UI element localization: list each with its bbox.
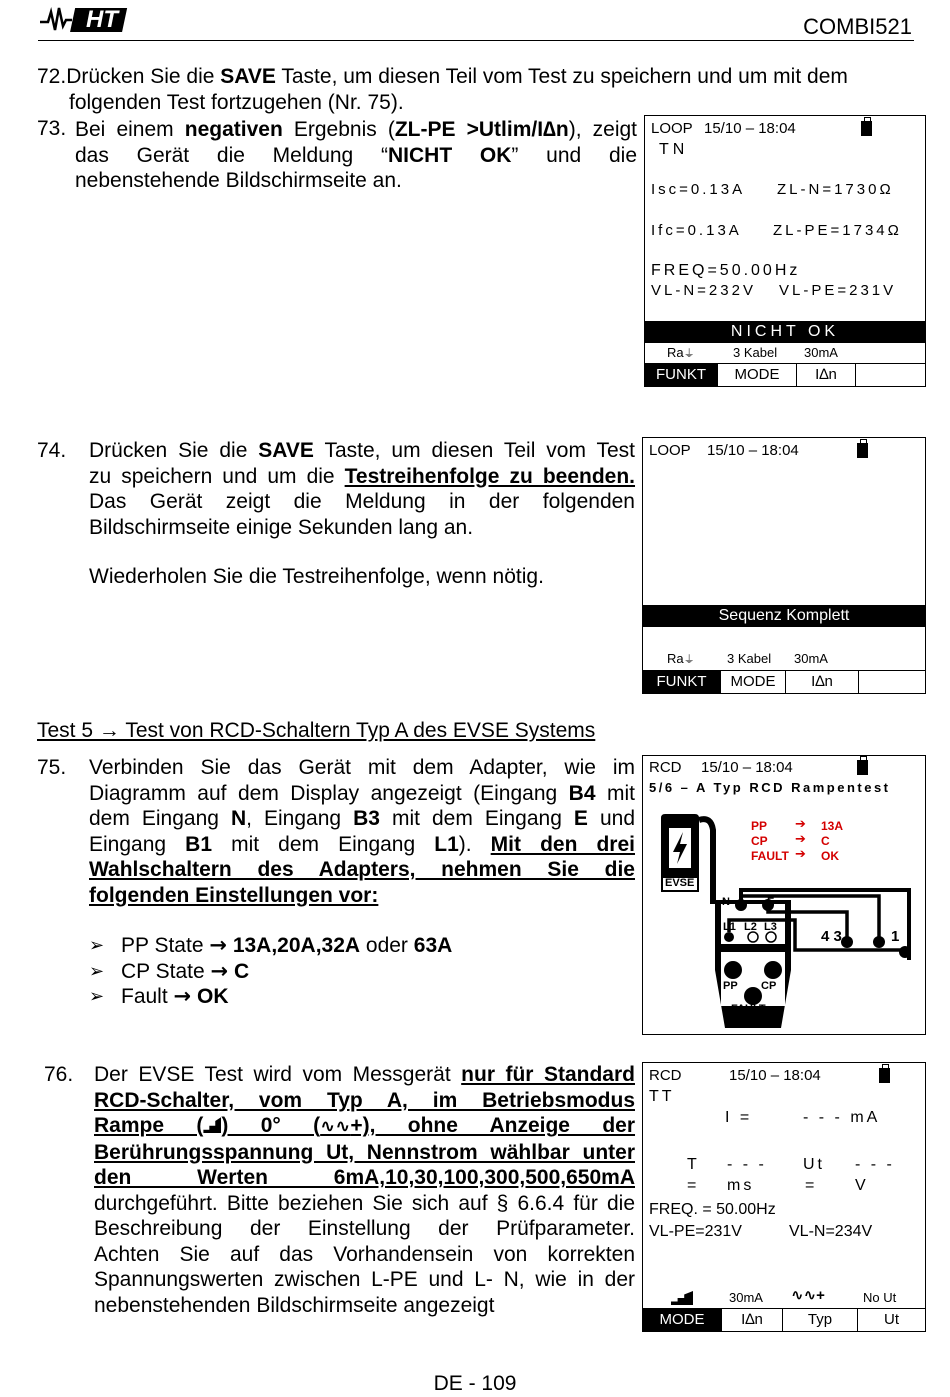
- param-current: 30mA: [804, 345, 838, 360]
- param-ra-label: Ra: [667, 345, 684, 360]
- step-text: , Eingang: [246, 807, 354, 830]
- logo-text: HT: [86, 6, 118, 33]
- param-ra-label: Ra: [667, 651, 684, 666]
- step-73: [75, 117, 637, 194]
- switch-pp-label: PP: [723, 980, 738, 992]
- current-label: I =: [725, 1109, 753, 1126]
- half-wave-icon: ∿∿: [320, 1116, 351, 1137]
- step-bold-underlined: folgenden Einstellungen vor:: [89, 883, 379, 907]
- step-text: mit: [595, 781, 635, 805]
- key-blank[interactable]: [859, 671, 925, 693]
- key-idn[interactable]: I∆n: [797, 364, 856, 386]
- step-text: Verbinden Sie das Gerät mit dem Adapter, wie im: [89, 756, 635, 779]
- step-text: dem Eingang: [89, 807, 231, 830]
- step-bold: E: [573, 807, 588, 830]
- arrow-right-icon: →: [210, 958, 229, 983]
- switch-fault-label: FAULT: [731, 1003, 766, 1015]
- freq-value: FREQ. = 50.00Hz: [649, 1201, 776, 1218]
- step-text: durchgeführt. Bitte beziehen Sie sich auf § 6.6.4 für die: [94, 1191, 635, 1215]
- system-label: TT: [649, 1088, 675, 1105]
- touch-voltage-label: Ut: [803, 1156, 825, 1173]
- zlpe-value: ZL-PE=1734Ω: [773, 222, 902, 239]
- socket-l1-label: L1: [723, 921, 736, 933]
- step-74: [89, 438, 635, 590]
- step-bold-underlined: den Werten 6mA,10,30,100,300,500,650mA: [94, 1166, 635, 1189]
- key-idn[interactable]: I∆n: [786, 671, 859, 693]
- key-type[interactable]: Typ: [783, 1309, 858, 1331]
- ramp-icon: [203, 1117, 221, 1133]
- step-bold-underlined: Testreihenfolge zu beenden.: [344, 464, 636, 488]
- status-text: Sequenz Komplett: [718, 607, 850, 624]
- step-bold: ZL-PE >Utlim/I∆n: [394, 118, 569, 141]
- step-73-number: 73.: [37, 117, 67, 140]
- terminal-1-label: 1: [891, 928, 900, 945]
- fault-arrow-icon: ➔: [795, 847, 806, 862]
- page-number: DE - 109: [433, 1372, 517, 1395]
- step-bold-underlined: Berührungsspannung Ut, Nennstrom wählbar unter: [94, 1140, 635, 1164]
- trip-time-eq: =: [687, 1177, 697, 1194]
- header-rule: [38, 40, 914, 41]
- step-72: [37, 64, 917, 115]
- step-text: Taste, um diesen Teil vom Test zu speichern und um mit dem: [275, 65, 848, 88]
- step-bold: B4: [568, 781, 596, 805]
- screen-title: LOOP: [649, 442, 691, 459]
- screen-datetime: 15/10 – 18:04: [701, 759, 793, 776]
- terminal-b3: [841, 936, 853, 948]
- step-76-number: 76.: [44, 1063, 74, 1086]
- instrument-screen-rcd-ramp: [642, 1062, 926, 1332]
- setting-fault: [89, 984, 635, 1010]
- step-bold: B3: [353, 807, 380, 830]
- key-ut[interactable]: Ut: [884, 1311, 899, 1328]
- step-bold: negativen: [184, 118, 283, 141]
- screen-subtitle: 5/6 – A Typ RCD Rampentest: [649, 780, 891, 795]
- step-bold: NICHT OK: [388, 143, 512, 167]
- step-text: Bei einem: [75, 118, 185, 141]
- step-bold: L1: [434, 832, 459, 856]
- step-bold-underlined: nur für Standard: [461, 1063, 635, 1086]
- step-text: Bildschirmseite einige Sekunden lang an.: [89, 515, 474, 539]
- step-text: das Gerät die Meldung “: [75, 143, 388, 167]
- setting-value: 13A,20A,32A: [232, 934, 361, 957]
- param-current: 30mA: [729, 1290, 763, 1305]
- terminal-b1: [899, 946, 911, 958]
- step-text: ” und die: [511, 143, 637, 167]
- step-bold: SAVE: [220, 65, 276, 88]
- vln-value: VL-N=232V: [651, 282, 756, 299]
- step-text: mit dem Eingang: [379, 807, 574, 830]
- step-text: Ergebnis (: [282, 118, 395, 141]
- step-text: nebenstehende Bildschirmseite an.: [75, 169, 402, 192]
- step-bold: N: [230, 807, 247, 830]
- instrument-screen-sequence-complete: [642, 437, 926, 694]
- socket-l3: [766, 932, 776, 942]
- pp-arrow-icon: ➔: [795, 817, 806, 832]
- step-bold: SAVE: [258, 439, 314, 462]
- step-text: mit dem Eingang: [212, 832, 435, 856]
- step-text: +), ohne Anzeige der: [350, 1114, 636, 1137]
- param-current: 30mA: [794, 651, 828, 666]
- ramp-icon: [671, 1291, 693, 1305]
- switch-cp: [764, 961, 782, 979]
- step-bold-underlined: RCD-Schalter, vom Typ A, im Betriebsmodus: [94, 1088, 635, 1112]
- pp-value: 13A: [821, 819, 844, 833]
- vlpe-value: VL-PE=231V: [779, 282, 897, 299]
- trip-time-unit: ms: [727, 1177, 755, 1194]
- cp-label: CP: [751, 834, 768, 848]
- step-text: Diagramm auf dem Display angezeigt (Eingang: [89, 781, 569, 805]
- screen-datetime: 15/10 – 18:04: [707, 442, 799, 459]
- key-blank[interactable]: [856, 364, 925, 386]
- key-mode[interactable]: MODE: [721, 671, 786, 693]
- evse-cable: [699, 819, 713, 904]
- terminal-43-label: 4 3: [821, 928, 842, 945]
- arrow-right-icon: →: [173, 984, 192, 1008]
- touch-voltage-dash: - - -: [855, 1156, 895, 1173]
- step-75: [89, 755, 635, 1010]
- half-wave-icon: ∿∿: [791, 1286, 817, 1304]
- socket-l2: [748, 932, 758, 942]
- touch-voltage-eq: =: [805, 1177, 815, 1194]
- brand-logo: [38, 4, 130, 34]
- param-ra: [667, 651, 695, 667]
- vlpe-value: VL-PE=231V: [649, 1223, 742, 1240]
- step-75-number: 75.: [37, 756, 67, 779]
- instrument-screen-rcd-diagram: [642, 755, 926, 1035]
- key-funkt[interactable]: FUNKT: [645, 364, 718, 386]
- setting-value: OK: [196, 985, 229, 1008]
- param-ra: [667, 345, 695, 361]
- step-text: Eingang: [89, 832, 186, 856]
- setting-cp-state: [89, 959, 635, 985]
- fault-label: FAULT: [751, 849, 789, 863]
- param-ut: No Ut: [863, 1290, 897, 1305]
- evse-adapter-diagram: [643, 800, 925, 1032]
- step-text: Achten Sie auf das Vorhandensein von korrekten: [94, 1242, 635, 1266]
- step-74-number: 74.: [37, 439, 67, 462]
- function-keys: [643, 670, 925, 693]
- status-text: NICHT OK: [730, 323, 840, 340]
- step-text: Rampe (: [94, 1114, 204, 1137]
- step-text: folgenden Test fortzugehen (Nr. 75).: [69, 90, 404, 114]
- instrument-screen-loop-result: [644, 115, 926, 387]
- battery-icon: [857, 760, 868, 775]
- step-text: ).: [458, 832, 491, 856]
- setting-pp-state: [89, 933, 635, 959]
- step-text: Drücken Sie die: [89, 439, 259, 462]
- battery-icon: [857, 443, 868, 458]
- ifc-value: Ifc=0.13A: [651, 222, 742, 239]
- step-text: Drücken Sie die: [66, 65, 221, 88]
- battery-icon: [879, 1068, 890, 1083]
- setting-label: CP State: [121, 959, 205, 983]
- step-text: Beschreibung der Einstellung der Prüfparameter.: [94, 1217, 635, 1240]
- cp-arrow-icon: ➔: [795, 832, 806, 847]
- trip-time-label: T: [687, 1156, 697, 1173]
- param-type-suffix: +: [816, 1287, 825, 1304]
- socket-l1: [724, 932, 734, 942]
- step-76: [94, 1062, 635, 1318]
- step-text: Taste, um diesen Teil vom Test: [313, 439, 636, 462]
- earth-icon: ⏚: [683, 348, 695, 360]
- step-text: ), zeigt: [568, 118, 638, 141]
- function-keys: [643, 1308, 925, 1331]
- step-bold: B1: [185, 832, 213, 856]
- status-bar: [645, 321, 925, 343]
- step-text: ) 0° (: [221, 1114, 321, 1137]
- trip-time-dash: - - -: [727, 1156, 767, 1173]
- touch-voltage-unit: V: [855, 1177, 866, 1194]
- step-text: Der EVSE Test wird vom Messgerät: [94, 1063, 462, 1086]
- step-bold-underlined: Mit den drei: [490, 832, 635, 856]
- step-text: nebenstehenden Bildschirmseite angezeigt: [94, 1293, 495, 1317]
- zln-value: ZL-N=1730Ω: [777, 181, 894, 198]
- vln-value: VL-N=234V: [789, 1223, 873, 1240]
- step-bold-underlined: Wahlschaltern des Adapters, nehmen Sie die: [89, 858, 635, 881]
- step-text: Wiederholen Sie die Testreihenfolge, wenn nötig.: [89, 565, 544, 588]
- step-text: und: [587, 807, 635, 830]
- current-value: - - - mA: [803, 1109, 881, 1126]
- step-text: Das Gerät zeigt die Meldung in der folgenden: [89, 490, 635, 513]
- setting-value: 63A: [413, 934, 453, 957]
- step-text: Spannungswerten zwischen L-PE und L- N, wie in der: [94, 1268, 635, 1291]
- setting-label: PP State: [121, 934, 204, 957]
- switch-cp-label: CP: [761, 980, 777, 992]
- param-type: [791, 1286, 825, 1304]
- socket-l3-label: L3: [764, 921, 777, 933]
- key-mode[interactable]: MODE: [718, 364, 797, 386]
- function-keys: [645, 363, 925, 386]
- param-cables: 3 Kabel: [733, 345, 778, 360]
- step-number: 72.: [37, 65, 67, 88]
- earth-icon: ⏚: [683, 654, 695, 666]
- switch-pp: [724, 961, 742, 979]
- status-bar: [643, 605, 925, 627]
- step-text: zu speichern und um die: [89, 464, 345, 488]
- evse-label: EVSE: [665, 877, 695, 889]
- socket-e-label: E: [767, 896, 775, 908]
- setting-value: C: [233, 959, 250, 983]
- screen-title: LOOP: [651, 120, 693, 137]
- socket-n: [735, 899, 747, 911]
- socket-n-label: N: [722, 896, 730, 908]
- setting-text: oder: [360, 934, 414, 957]
- section-heading: Test 5 → Test von RCD-Schaltern Typ A des EVSE Systems: [37, 719, 596, 742]
- freq-value: FREQ=50.00Hz: [651, 262, 801, 279]
- key-idn[interactable]: I∆n: [722, 1309, 783, 1331]
- system-label: TN: [659, 141, 689, 158]
- key-funkt[interactable]: FUNKT: [643, 671, 721, 693]
- settings-list: [89, 933, 635, 1010]
- model-name: COMBI521: [803, 14, 912, 39]
- screen-datetime: 15/10 – 18:04: [704, 120, 796, 137]
- fault-value: OK: [821, 849, 839, 863]
- cp-value: C: [821, 834, 830, 848]
- battery-icon: [861, 121, 872, 136]
- setting-label: Fault: [121, 985, 168, 1008]
- arrow-right-icon: →: [209, 933, 227, 957]
- step-bold-underlined: [94, 1114, 635, 1137]
- screen-datetime: 15/10 – 18:04: [729, 1067, 821, 1084]
- key-mode[interactable]: MODE: [643, 1309, 722, 1331]
- param-cables: 3 Kabel: [727, 651, 772, 666]
- screen-title: RCD: [649, 1067, 682, 1084]
- isc-value: Isc=0.13A: [651, 181, 746, 198]
- socket-l2-label: L2: [744, 921, 757, 933]
- screen-title: RCD: [649, 759, 682, 776]
- terminal-b4: [873, 936, 885, 948]
- pp-label: PP: [751, 819, 768, 833]
